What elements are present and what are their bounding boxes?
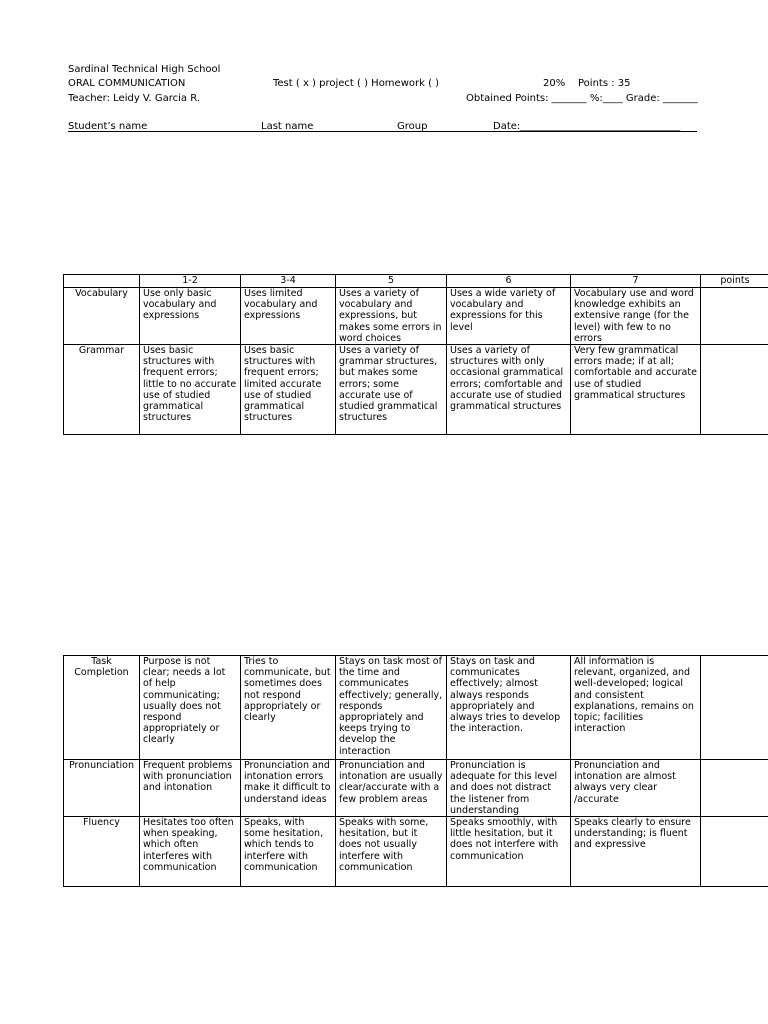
table-row-vocabulary [64, 288, 768, 345]
table-cell: Very few grammatical errors made; if at all; comfortable and accurate use of studied grammatical structures [571, 345, 701, 435]
assessment-type: Test ( x ) project ( ) Homework ( ) [273, 78, 440, 89]
table-cell: Uses a variety of structures with only occasional grammatical errors; comfortable and accurate use of studied grammatical structures [447, 345, 571, 435]
table-cell: Uses limited vocabulary and expressions [241, 288, 336, 345]
teacher-name: Teacher: Leidy V. Garcia R. [68, 93, 200, 104]
row-label-fluency: Fluency [64, 817, 140, 887]
school-name: Sardinal Technical High School [68, 64, 221, 75]
table-row-task-completion [64, 656, 768, 760]
obtained-points-line: Obtained Points: _______ %:____ Grade: _______ [466, 93, 698, 104]
group-label: Group [397, 121, 428, 132]
header-points: points [701, 275, 768, 288]
table-cell: Speaks with some, hesitation, but it does not usually interfere with communication [336, 817, 447, 887]
total-points: Points : 35 [578, 78, 631, 89]
table-cell: Uses basic structures with frequent errors; limited accurate use of studied grammatical structures [241, 345, 336, 435]
table-cell: Use only basic vocabulary and expressions [140, 288, 241, 345]
table-header-row [64, 275, 768, 288]
table-cell: Pronunciation is adequate for this level and does not distract the listener from understanding [447, 760, 571, 817]
table-row-grammar [64, 345, 768, 435]
date-label: Date:________________________________ [493, 121, 681, 132]
table-cell: Uses a wide variety of vocabulary and expressions for this level [447, 288, 571, 345]
percent-value: 20% [543, 78, 566, 89]
table-cell: Speaks smoothly, with little hesitation, but it does not interfere with communication [447, 817, 571, 887]
table-cell: Pronunciation and intonation are usually clear/accurate with a few problem areas [336, 760, 447, 817]
table-cell: Stays on task most of the time and communicates effectively; generally, responds appropriately and keeps trying to develop the interaction [336, 656, 447, 760]
table-cell: Uses a variety of grammar structures, but makes some errors; some accurate use of studied grammatical structures [336, 345, 447, 435]
student-name-label: Student’s name [68, 121, 148, 132]
row-label-grammar: Grammar [64, 345, 140, 435]
table-cell: Frequent problems with pronunciation and intonation [140, 760, 241, 817]
table-cell: Hesitates too often when speaking, which often interferes with communication [140, 817, 241, 887]
header-score-5: 5 [336, 275, 447, 288]
table-cell: All information is relevant, organized, and well-developed; logical and consistent explanations, remains on topic; facilities interaction [571, 656, 701, 760]
header-cell-blank [64, 275, 140, 288]
table-row-fluency [64, 817, 768, 887]
points-cell [701, 345, 768, 435]
table-cell: Pronunciation and intonation errors make it difficult to understand ideas [241, 760, 336, 817]
points-cell [701, 817, 768, 887]
table-cell: Purpose is not clear; needs a lot of help communicating; usually does not respond appropriately or clearly [140, 656, 241, 760]
last-name-label: Last name [261, 121, 314, 132]
table-cell: Stays on task and communicates effectively; almost always responds appropriately and always tries to develop the interaction. [447, 656, 571, 760]
header-score-3-4: 3-4 [241, 275, 336, 288]
points-cell [701, 656, 768, 760]
header-score-6: 6 [447, 275, 571, 288]
table-cell: Uses basic structures with frequent errors; little to no accurate use of studied grammatical structures [140, 345, 241, 435]
table-row-pronunciation [64, 760, 768, 817]
subject-title: ORAL COMMUNICATION [68, 78, 186, 89]
points-cell [701, 760, 768, 817]
header-score-1-2: 1-2 [140, 275, 241, 288]
header-score-7: 7 [571, 275, 701, 288]
table-cell: Pronunciation and intonation are almost always very clear /accurate [571, 760, 701, 817]
row-label-vocabulary: Vocabulary [64, 288, 140, 345]
table-cell: Tries to communicate, but sometimes does not respond appropriately or clearly [241, 656, 336, 760]
row-label-pronunciation: Pronunciation [64, 760, 140, 817]
table-cell: Speaks, with some hesitation, which tends to interfere with communication [241, 817, 336, 887]
rubric-table-task-pronunciation-fluency [63, 655, 768, 887]
rubric-table-vocabulary-grammar [63, 274, 768, 435]
table-cell: Uses a variety of vocabulary and expressions, but makes some errors in word choices [336, 288, 447, 345]
points-cell [701, 288, 768, 345]
table-cell: Speaks clearly to ensure understanding; is fluent and expressive [571, 817, 701, 887]
table-cell: Vocabulary use and word knowledge exhibits an extensive range (for the level) with few to no errors [571, 288, 701, 345]
row-label-task-completion: Task Completion [64, 656, 140, 760]
